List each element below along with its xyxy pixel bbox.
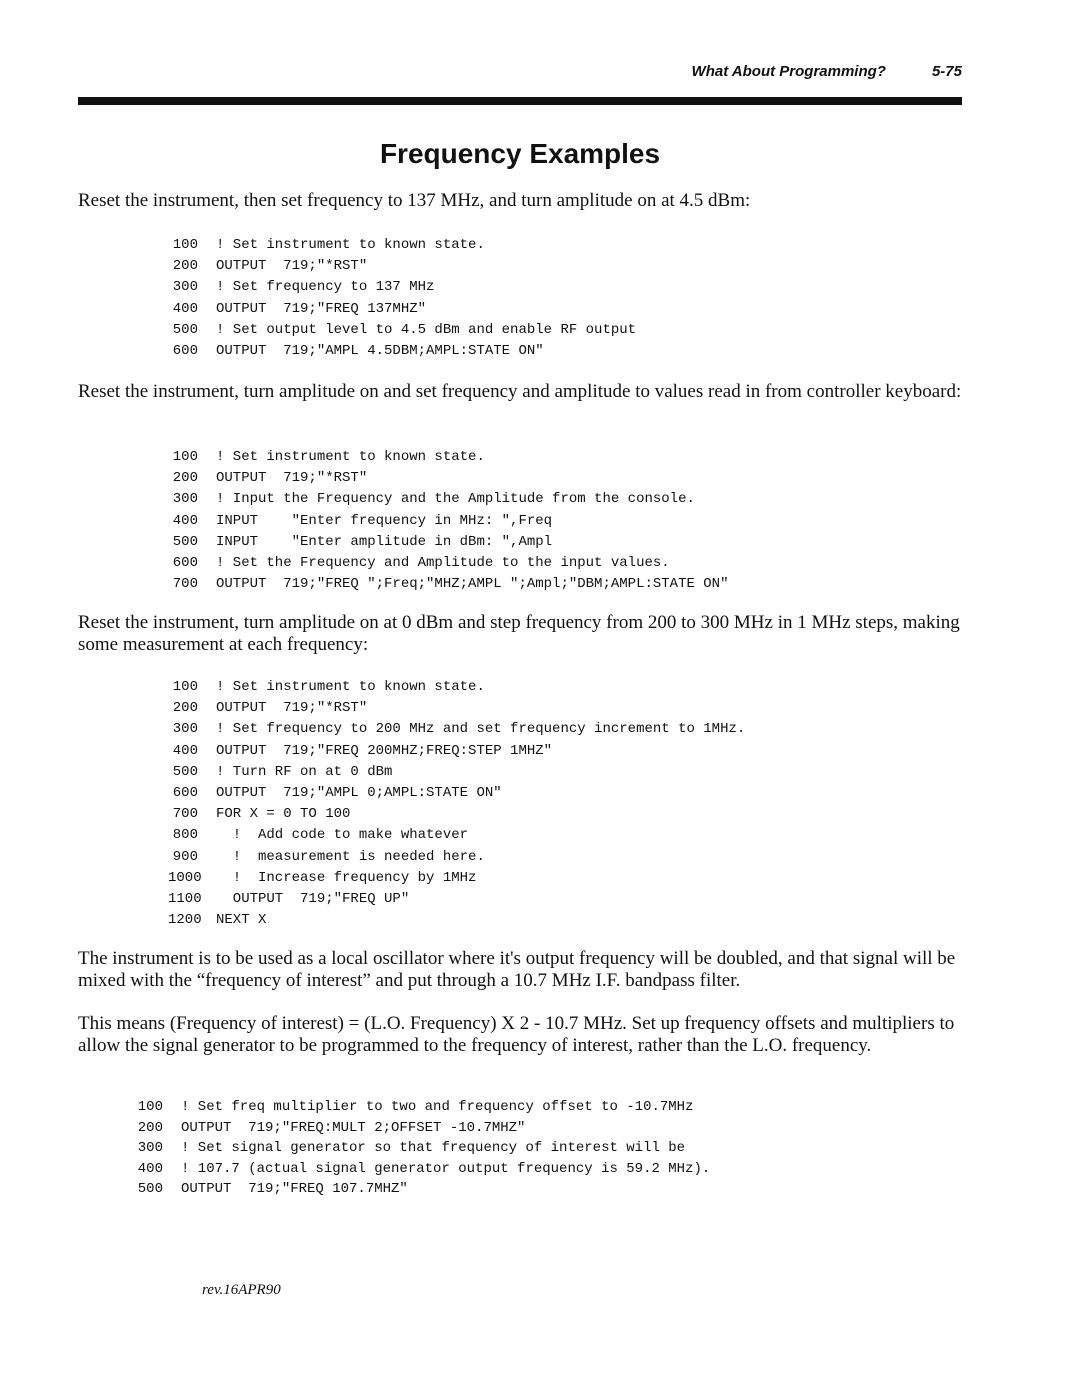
code-statement: ! Set the Frequency and Amplitude to the input values.	[216, 554, 670, 571]
line-number: 400	[172, 300, 198, 317]
line-number: 200	[137, 1119, 163, 1136]
header-rule	[78, 97, 962, 105]
revision-footer: rev.16APR90	[202, 1282, 281, 1298]
code-line	[126, 1118, 710, 1139]
line-number: 1100	[168, 890, 202, 907]
code-line	[168, 762, 745, 783]
line-number: 300	[137, 1140, 163, 1157]
code-statement: NEXT X	[216, 912, 267, 929]
code-block-2	[168, 447, 728, 595]
code-statement: ! Turn RF on at 0 dBm	[216, 763, 393, 780]
line-number: 600	[172, 784, 198, 801]
line-number: 600	[172, 554, 198, 571]
code-line	[168, 277, 636, 298]
line-number: 100	[172, 237, 198, 253]
code-statement: ! Set signal generator so that frequency of interest will be	[181, 1140, 686, 1157]
code-statement: ! Set output level to 4.5 dBm and enable RF output	[216, 321, 637, 338]
code-line	[168, 574, 728, 595]
line-number: 500	[137, 1181, 163, 1198]
header-page-number: 5-75	[931, 62, 962, 80]
code-line	[168, 341, 636, 362]
code-line	[126, 1138, 710, 1159]
code-statement: ! Set frequency to 200 MHz and set frequency increment to 1MHz.	[216, 721, 746, 738]
code-line	[168, 889, 745, 910]
line-number: 900	[172, 848, 198, 865]
line-number: 100	[172, 449, 198, 465]
line-number: 200	[172, 258, 198, 275]
code-line	[168, 511, 728, 532]
line-number: 400	[172, 742, 198, 759]
code-statement: OUTPUT 719;"FREQ 200MHZ;FREQ:STEP 1MHZ"	[216, 742, 553, 759]
code-line	[168, 910, 745, 931]
code-statement: OUTPUT 719;"FREQ 107.7MHZ"	[181, 1181, 408, 1198]
line-number: 200	[172, 470, 198, 487]
line-number: 500	[172, 533, 198, 550]
code-statement: ! Add code to make whatever	[216, 827, 469, 844]
code-statement: ! Set freq multiplier to two and frequency offset to -10.7MHz	[181, 1099, 694, 1115]
code-statement: INPUT "Enter amplitude in dBm: ",Ampl	[216, 533, 553, 550]
code-statement: OUTPUT 719;"*RST"	[216, 258, 368, 275]
line-number: 400	[137, 1160, 163, 1177]
line-number: 200	[172, 700, 198, 717]
code-block-3	[168, 677, 745, 931]
code-block-4	[126, 1097, 710, 1200]
line-number: 700	[172, 806, 198, 823]
header-section-title: What About Programming?	[691, 62, 886, 80]
code-line	[168, 320, 636, 341]
code-line	[168, 256, 636, 277]
code-line	[168, 698, 745, 719]
code-statement: OUTPUT 719;"*RST"	[216, 700, 368, 717]
code-line	[168, 553, 728, 574]
code-statement: ! Input the Frequency and the Amplitude from the console.	[216, 491, 695, 508]
code-statement: OUTPUT 719;"AMPL 4.5DBM;AMPL:STATE ON"	[216, 342, 544, 359]
code-line	[168, 847, 745, 868]
line-number: 100	[137, 1099, 163, 1115]
code-line	[168, 447, 728, 468]
line-number: 500	[172, 321, 198, 338]
code-statement: OUTPUT 719;"FREQ 137MHZ"	[216, 300, 427, 317]
code-statement: INPUT "Enter frequency in MHz: ",Freq	[216, 512, 553, 529]
code-statement: ! Set instrument to known state.	[216, 679, 485, 695]
code-statement: ! Set frequency to 137 MHz	[216, 279, 435, 296]
code-statement: ! 107.7 (actual signal generator output frequency is 59.2 MHz).	[181, 1160, 711, 1177]
code-line	[168, 804, 745, 825]
code-line	[168, 868, 745, 889]
code-line	[126, 1097, 710, 1118]
line-number: 1000	[168, 869, 202, 886]
intro-paragraph-2: Reset the instrument, turn amplitude on and set frequency and amplitude to values read in from controller keyboard:	[78, 381, 962, 402]
line-number: 300	[172, 491, 198, 508]
page-title: Frequency Examples	[379, 138, 661, 169]
running-header	[78, 60, 962, 82]
code-statement: OUTPUT 719;"*RST"	[216, 470, 368, 487]
line-number: 700	[172, 576, 198, 593]
code-line	[126, 1159, 710, 1180]
line-number: 400	[172, 512, 198, 529]
code-statement: ! measurement is needed here.	[216, 848, 485, 865]
code-line	[168, 489, 728, 510]
code-line	[168, 235, 636, 256]
intro-paragraph-3: Reset the instrument, turn amplitude on at 0 dBm and step frequency from 200 to 300 MHz in 1 MHz steps, making some measurement at each frequency:	[78, 612, 960, 655]
code-statement: OUTPUT 719;"FREQ UP"	[216, 890, 410, 907]
code-line	[168, 719, 745, 740]
line-number: 1200	[168, 912, 202, 929]
code-statement: ! Set instrument to known state.	[216, 449, 485, 465]
line-number: 800	[172, 827, 198, 844]
intro-paragraph-4: The instrument is to be used as a local oscillator where it's output frequency will be doubled, and that signal will be mixed with the “frequency of interest” and put through a 10.7 MHz I.F. bandpass filter.	[78, 948, 956, 991]
intro-paragraph-5: This means (Frequency of interest) = (L.O. Frequency) X 2 - 10.7 MHz. Set up frequency offsets and multipliers to allow the signal generator to be programmed to the frequency of interest, rather than the L.O. frequency.	[78, 1013, 955, 1056]
line-number: 100	[172, 679, 198, 695]
code-line	[168, 299, 636, 320]
code-statement: FOR X = 0 TO 100	[216, 806, 351, 823]
code-line	[168, 825, 745, 846]
code-line	[168, 783, 745, 804]
code-line	[168, 741, 745, 762]
line-number: 500	[172, 763, 198, 780]
code-statement: ! Set instrument to known state.	[216, 237, 485, 253]
code-line	[168, 468, 728, 489]
code-statement: ! Increase frequency by 1MHz	[216, 869, 477, 886]
code-line	[126, 1179, 710, 1200]
code-block-1	[168, 235, 636, 362]
code-statement: OUTPUT 719;"FREQ:MULT 2;OFFSET -10.7MHZ"	[181, 1119, 526, 1136]
line-number: 300	[172, 721, 198, 738]
line-number: 300	[172, 279, 198, 296]
line-number: 600	[172, 342, 198, 359]
intro-paragraph-1: Reset the instrument, then set frequency to 137 MHz, and turn amplitude on at 4.5 dBm:	[78, 190, 751, 211]
code-statement: OUTPUT 719;"FREQ ";Freq;"MHZ;AMPL ";Ampl;"DBM;AMPL:STATE ON"	[216, 576, 729, 593]
code-line	[168, 532, 728, 553]
code-line	[168, 677, 745, 698]
code-statement: OUTPUT 719;"AMPL 0;AMPL:STATE ON"	[216, 784, 502, 801]
